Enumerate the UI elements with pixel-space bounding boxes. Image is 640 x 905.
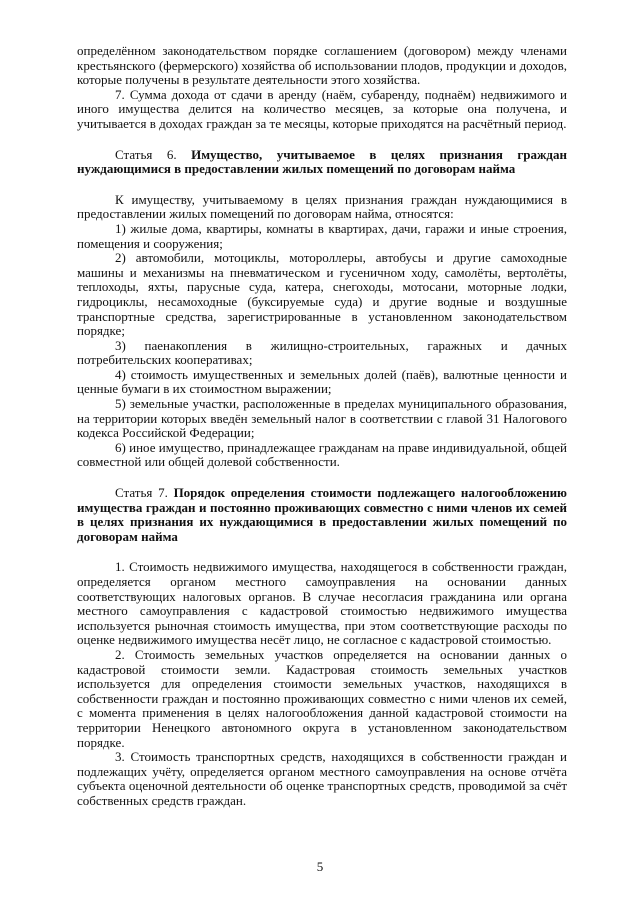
page-number: 5 bbox=[316, 859, 324, 874]
article-7-item-3: 3. Стоимость транспортных средств, находящихся в собственности граждан и подлежащих учёту, определяется органом местного самоуправления на основе отчёта субъекта оценочной деятельности об оценке транспортных средств, проводимой за счёт собственных средств граждан. bbox=[77, 749, 567, 808]
paragraph-7: 7. Сумма дохода от сдачи в аренду (наём, субаренду, поднаём) недвижимого и иного имущества делится на количество месяцев, за которые она получена, и учитывается в доходах граждан за те месяцы, которые приходятся на расчётный период. bbox=[77, 86, 567, 131]
article-6-item-2: 2) автомобили, мотоциклы, мотороллеры, автобусы и другие самоходные машины и механизмы на пневматическом и гусеничном ходу, самолёты, вертолёты, теплоходы, яхты, парусные суда, катера, снегоходы, мотосани, моторные лодки, гидроциклы, несамоходные (буксируемые суда) и другие водные и воздушные транспортные средства, зарегистрированные в установленном законодательством порядке; bbox=[77, 250, 567, 339]
article-6-title: Имущество, учитываемое в целях признания граждан нуждающимися в предоставлении жилых помещений по договорам найма bbox=[77, 146, 567, 177]
article-7-prefix: Статья 7. bbox=[115, 485, 168, 501]
article-7-heading bbox=[77, 486, 567, 544]
article-6-item-3: 3) паенакопления в жилищно-строительных, гаражных и дачных потребительских кооперативах; bbox=[77, 337, 567, 368]
article-6-item-4: 4) стоимость имущественных и земельных долей (паёв), валютные ценности и ценные бумаги в их стоимостном выражении; bbox=[77, 366, 567, 397]
article-7-item-2: 2. Стоимость земельных участков определяется на основании данных о кадастровой стоимости земли. Кадастровая стоимость земельных участков используется для определения стоимости земельных участков, находящихся в собственности граждан и постоянно проживающих совместно с ними членов их семей, с момента применения в целях налогообложения данной кадастровой стоимости на территории Ненецкого автономного округа в установленном законодательством порядке. bbox=[77, 646, 567, 750]
article-6-intro: К имуществу, учитываемому в целях признания граждан нуждающимися в предоставлении жилых помещений по договорам найма, относятся: bbox=[77, 191, 567, 222]
article-6-item-6: 6) иное имущество, принадлежащее гражданам на праве индивидуальной, общей совместной или общей долевой собственности. bbox=[77, 439, 567, 470]
article-7-title: Порядок определения стоимости подлежащего налогообложению имущества граждан и постоянно проживающих совместно с ними членов их семей в целях признания их нуждающимися в предоставлении жилых помещений по договорам найма bbox=[77, 485, 567, 544]
article-6-item-1: 1) жилые дома, квартиры, комнаты в квартирах, дачи, гаражи и иные строения, помещения и сооружения; bbox=[77, 220, 567, 251]
article-6-prefix: Статья 6. bbox=[115, 146, 177, 162]
article-6-heading bbox=[77, 148, 567, 177]
article-7-item-1: 1. Стоимость недвижимого имущества, находящегося в собственности граждан, определяется органом местного самоуправления на основании данных соответствующих налоговых органов. В случае несогласия гражданина или органа местного самоуправления с кадастровой стоимостью недвижимого имущества используется рыночная стоимость имущества, при этом соответствующие расходы по оценке недвижимого имущества несёт лицо, не согласное с кадастровой стоимостью. bbox=[77, 559, 567, 648]
article-6-item-5: 5) земельные участки, расположенные в пределах муниципального образования, на территории которых введён земельный налог в соответствии с главой 31 Налогового кодекса Российской Федерации; bbox=[77, 396, 567, 441]
page-content bbox=[77, 44, 567, 809]
paragraph-continued: определённом законодательством порядке соглашением (договором) между членами крестьянского (фермерского) хозяйства об использовании плодов, продукции и доходов, которые получены в результате деятельности этого хозяйства. bbox=[77, 43, 567, 88]
